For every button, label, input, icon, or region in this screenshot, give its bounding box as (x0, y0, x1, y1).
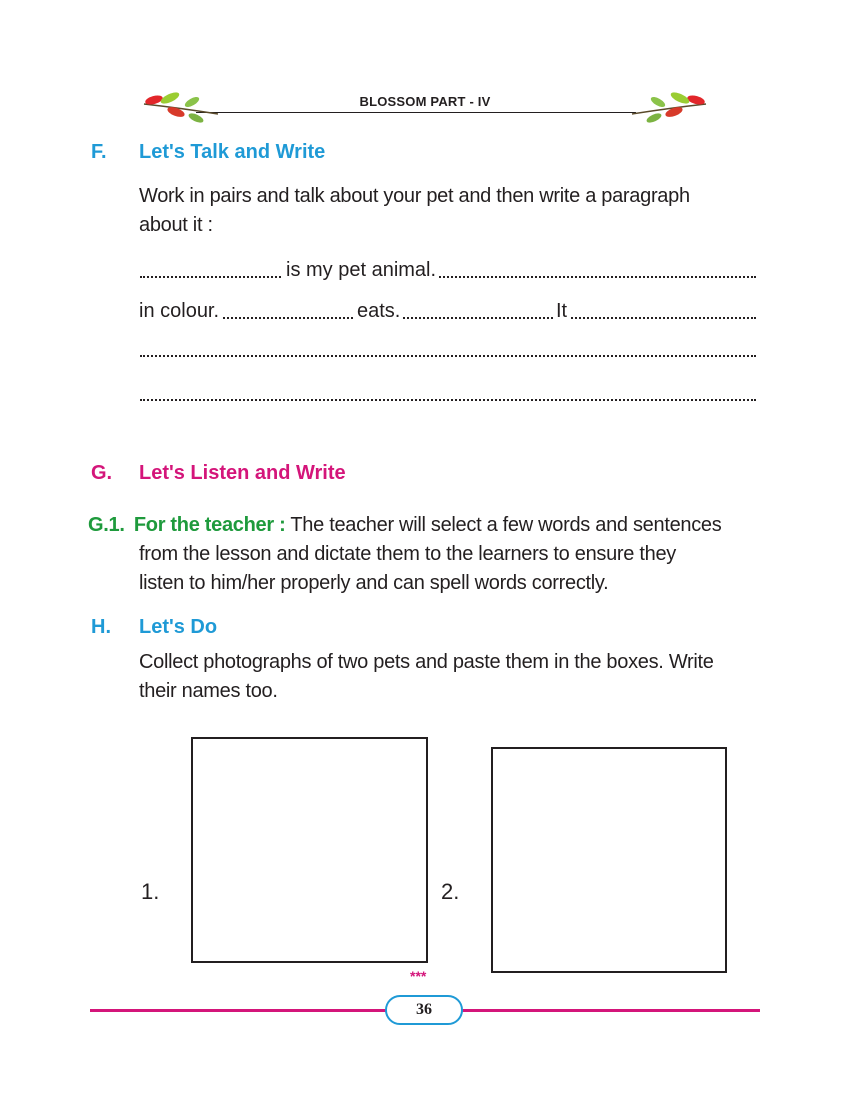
section-g-title: Let's Listen and Write (139, 462, 346, 484)
writing-blank-line-4[interactable] (140, 399, 756, 401)
leaf-branch-right-icon (630, 90, 710, 126)
section-h-title: Let's Do (139, 616, 218, 638)
leaf-branch-left-icon (140, 90, 220, 126)
header-rule (196, 112, 636, 113)
blank-line-2-text-b: eats. (354, 300, 403, 323)
photo-box-2[interactable] (491, 747, 727, 973)
section-f-title: Let's Talk and Write (139, 141, 326, 163)
section-g1-line1-text: The teacher will select a few words and sentences (290, 514, 722, 536)
section-h-instruction-line1: Collect photographs of two pets and paste them in the boxes. Write (139, 651, 714, 673)
box-1-label: 1. (141, 879, 160, 904)
end-stars: *** (410, 968, 427, 984)
section-f-instruction-line2: about it : (139, 214, 213, 236)
section-g1-line1 (88, 511, 768, 540)
section-f-instruction-line1: Work in pairs and talk about your pet and then write a paragraph (139, 185, 690, 207)
teacher-label: For the teacher : (133, 514, 286, 536)
section-g1-line2: from the lesson and dictate them to the learners to ensure they (139, 543, 676, 565)
section-f-letter: F. (91, 141, 107, 163)
section-g-letter: G. (91, 462, 113, 484)
box-2-label: 2. (441, 879, 460, 904)
blank-line-2-text-a: in colour. (136, 300, 222, 323)
writing-blank-line-3[interactable] (140, 355, 756, 357)
section-h-letter: H. (91, 616, 111, 638)
writing-blank-line-2[interactable] (140, 317, 756, 319)
section-g1-line3: listen to him/her properly and can spell words correctly. (139, 572, 609, 594)
section-h-instruction-line2: their names too. (139, 680, 278, 702)
writing-blank-line-1[interactable] (140, 276, 756, 278)
running-header: BLOSSOM PART - IV (359, 94, 491, 109)
photo-box-1[interactable] (191, 737, 428, 963)
section-g1-number: G.1. (88, 514, 125, 536)
blank-line-2-text-c: It (553, 300, 570, 323)
page-number: 36 (385, 995, 463, 1025)
blank-line-1-text: is my pet animal. (283, 259, 439, 282)
